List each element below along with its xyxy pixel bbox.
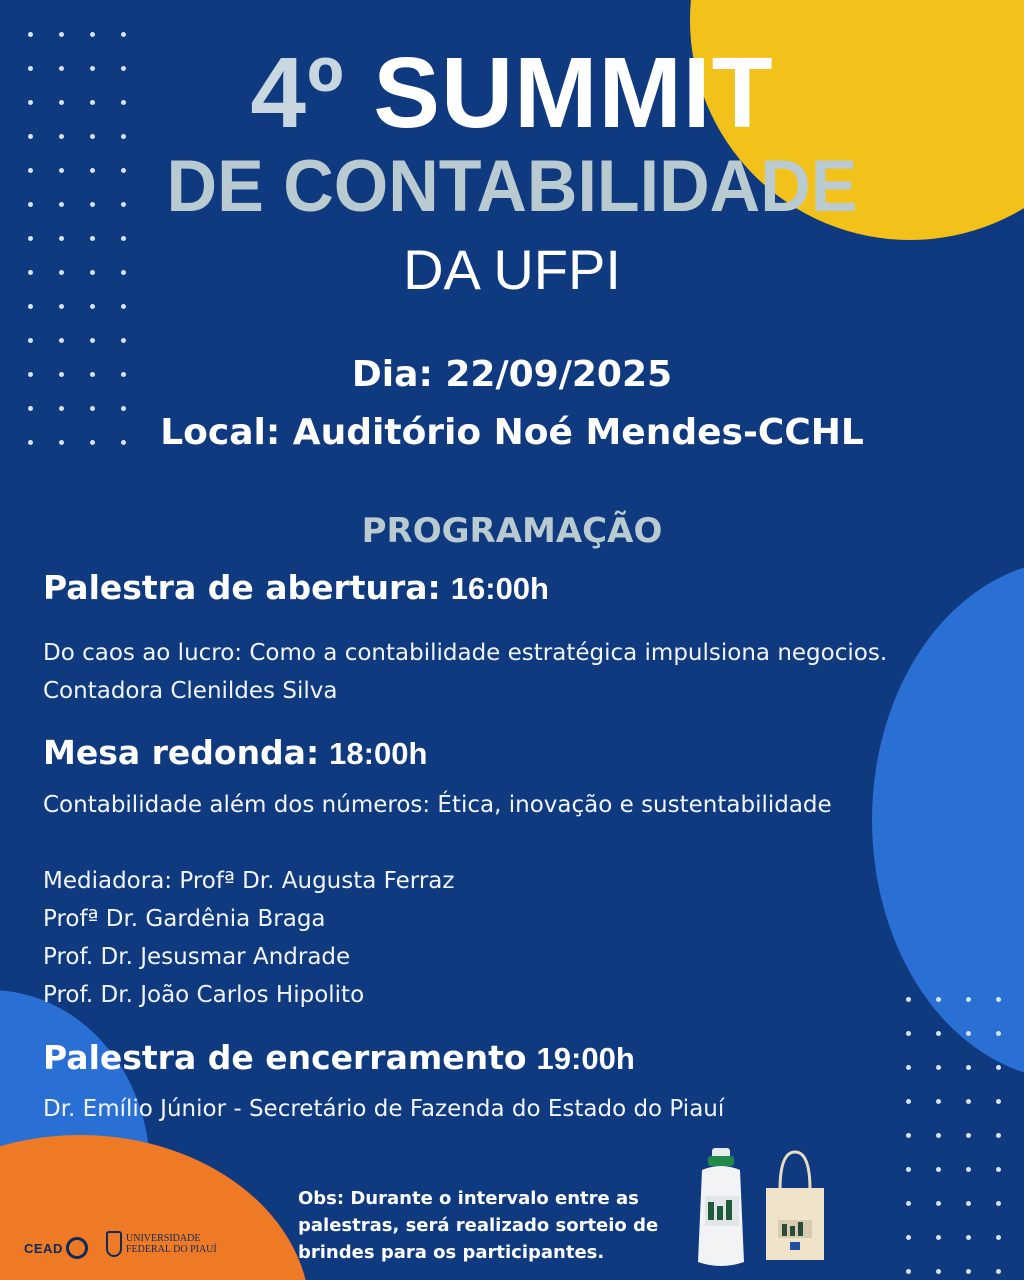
cead-logo — [24, 1237, 88, 1259]
ufpi-logo-line1: UNIVERSIDADE — [126, 1233, 201, 1244]
program-heading: PROGRAMAÇÃO — [361, 511, 663, 551]
roundtable-panel — [43, 862, 454, 1014]
dot — [936, 997, 941, 1002]
closing-time: 19:00h — [536, 1041, 635, 1076]
dot — [936, 1099, 941, 1104]
panel-member: Prof. Dr. Jesusmar Andrade — [43, 944, 351, 970]
event-place: Local: Auditório Noé Mendes-CCHL — [160, 412, 864, 453]
cead-ring-icon — [66, 1237, 88, 1259]
closing-heading — [43, 1038, 635, 1079]
dot-grid-right — [906, 997, 1001, 1274]
dot — [121, 338, 126, 343]
title-subtitle: DE CONTABILIDADE — [166, 145, 858, 227]
dot — [966, 1269, 971, 1274]
dot — [936, 1167, 941, 1172]
title-word: SUMMIT — [373, 37, 774, 149]
dot — [90, 32, 95, 37]
dot — [28, 338, 33, 343]
dot — [906, 1099, 911, 1104]
dot — [936, 1031, 941, 1036]
dot — [59, 32, 64, 37]
dot — [121, 32, 126, 37]
dot — [966, 1201, 971, 1206]
dot — [996, 1099, 1001, 1104]
title-institution: DA UFPI — [403, 238, 621, 301]
dot — [906, 1133, 911, 1138]
event-date: Dia: 22/09/2025 — [351, 354, 673, 395]
dot — [996, 1133, 1001, 1138]
dot — [90, 304, 95, 309]
roundtable-heading — [43, 733, 427, 774]
dot — [966, 997, 971, 1002]
opening-label: Palestra de abertura: — [43, 568, 441, 607]
ufpi-logo — [106, 1231, 217, 1257]
dot — [28, 32, 33, 37]
dot — [121, 304, 126, 309]
dot — [966, 1133, 971, 1138]
opening-talk-title: Do caos ao lucro: Como a contabilidade estratégica impulsiona negocios. — [43, 640, 888, 666]
dot — [996, 997, 1001, 1002]
dot — [906, 997, 911, 1002]
closing-details — [43, 1090, 724, 1128]
dot — [996, 1235, 1001, 1240]
dot — [936, 1201, 941, 1206]
roundtable-label: Mesa redonda: — [43, 733, 320, 772]
opening-heading — [43, 568, 549, 609]
dot — [906, 1235, 911, 1240]
opening-time: 16:00h — [450, 571, 549, 606]
dot — [906, 1269, 911, 1274]
panel-member: Prof. Dr. João Carlos Hipolito — [43, 982, 365, 1008]
ufpi-crest-icon — [106, 1231, 122, 1257]
opening-details — [43, 634, 887, 710]
dot — [966, 1099, 971, 1104]
dot — [936, 1235, 941, 1240]
dot — [996, 1167, 1001, 1172]
dot — [906, 1031, 911, 1036]
dot — [59, 338, 64, 343]
giveaway-note: Obs: Durante o intervalo entre as palestras, será realizado sorteio de brindes para os participantes. — [298, 1188, 659, 1263]
dot — [936, 1133, 941, 1138]
closing-speaker: Dr. Emílio Júnior - Secretário de Fazenda do Estado do Piauí — [43, 1096, 725, 1122]
dot — [996, 1201, 1001, 1206]
dot — [59, 304, 64, 309]
closing-label: Palestra de encerramento — [43, 1038, 527, 1077]
roundtable-topic: Contabilidade além dos números: Ética, inovação e sustentabilidade — [43, 792, 832, 818]
panel-member: Mediadora: Profª Dr. Augusta Ferraz — [43, 868, 455, 894]
water-bottle-icon — [688, 1146, 758, 1270]
dot — [906, 1065, 911, 1070]
ufpi-logo-text — [126, 1233, 217, 1255]
dot — [936, 1065, 941, 1070]
title-main — [0, 38, 1024, 148]
dot — [90, 338, 95, 343]
dot — [966, 1031, 971, 1036]
dot — [966, 1235, 971, 1240]
cead-logo-text: CEAD — [24, 1240, 63, 1256]
opening-speaker: Contadora Clenildes Silva — [43, 678, 338, 704]
dot — [996, 1065, 1001, 1070]
roundtable-topic-block — [43, 786, 832, 824]
dot — [966, 1065, 971, 1070]
dot — [28, 304, 33, 309]
roundtable-time: 18:00h — [329, 736, 428, 771]
dot — [966, 1167, 971, 1172]
tote-bag-icon — [762, 1150, 828, 1264]
ufpi-logo-line2: FEDERAL DO PIAUÍ — [126, 1244, 217, 1255]
dot — [906, 1167, 911, 1172]
dot — [936, 1269, 941, 1274]
panel-member: Profª Dr. Gardênia Braga — [43, 906, 326, 932]
dot — [906, 1201, 911, 1206]
title-number: 4º — [250, 37, 345, 149]
dot — [996, 1031, 1001, 1036]
dot — [996, 1269, 1001, 1274]
